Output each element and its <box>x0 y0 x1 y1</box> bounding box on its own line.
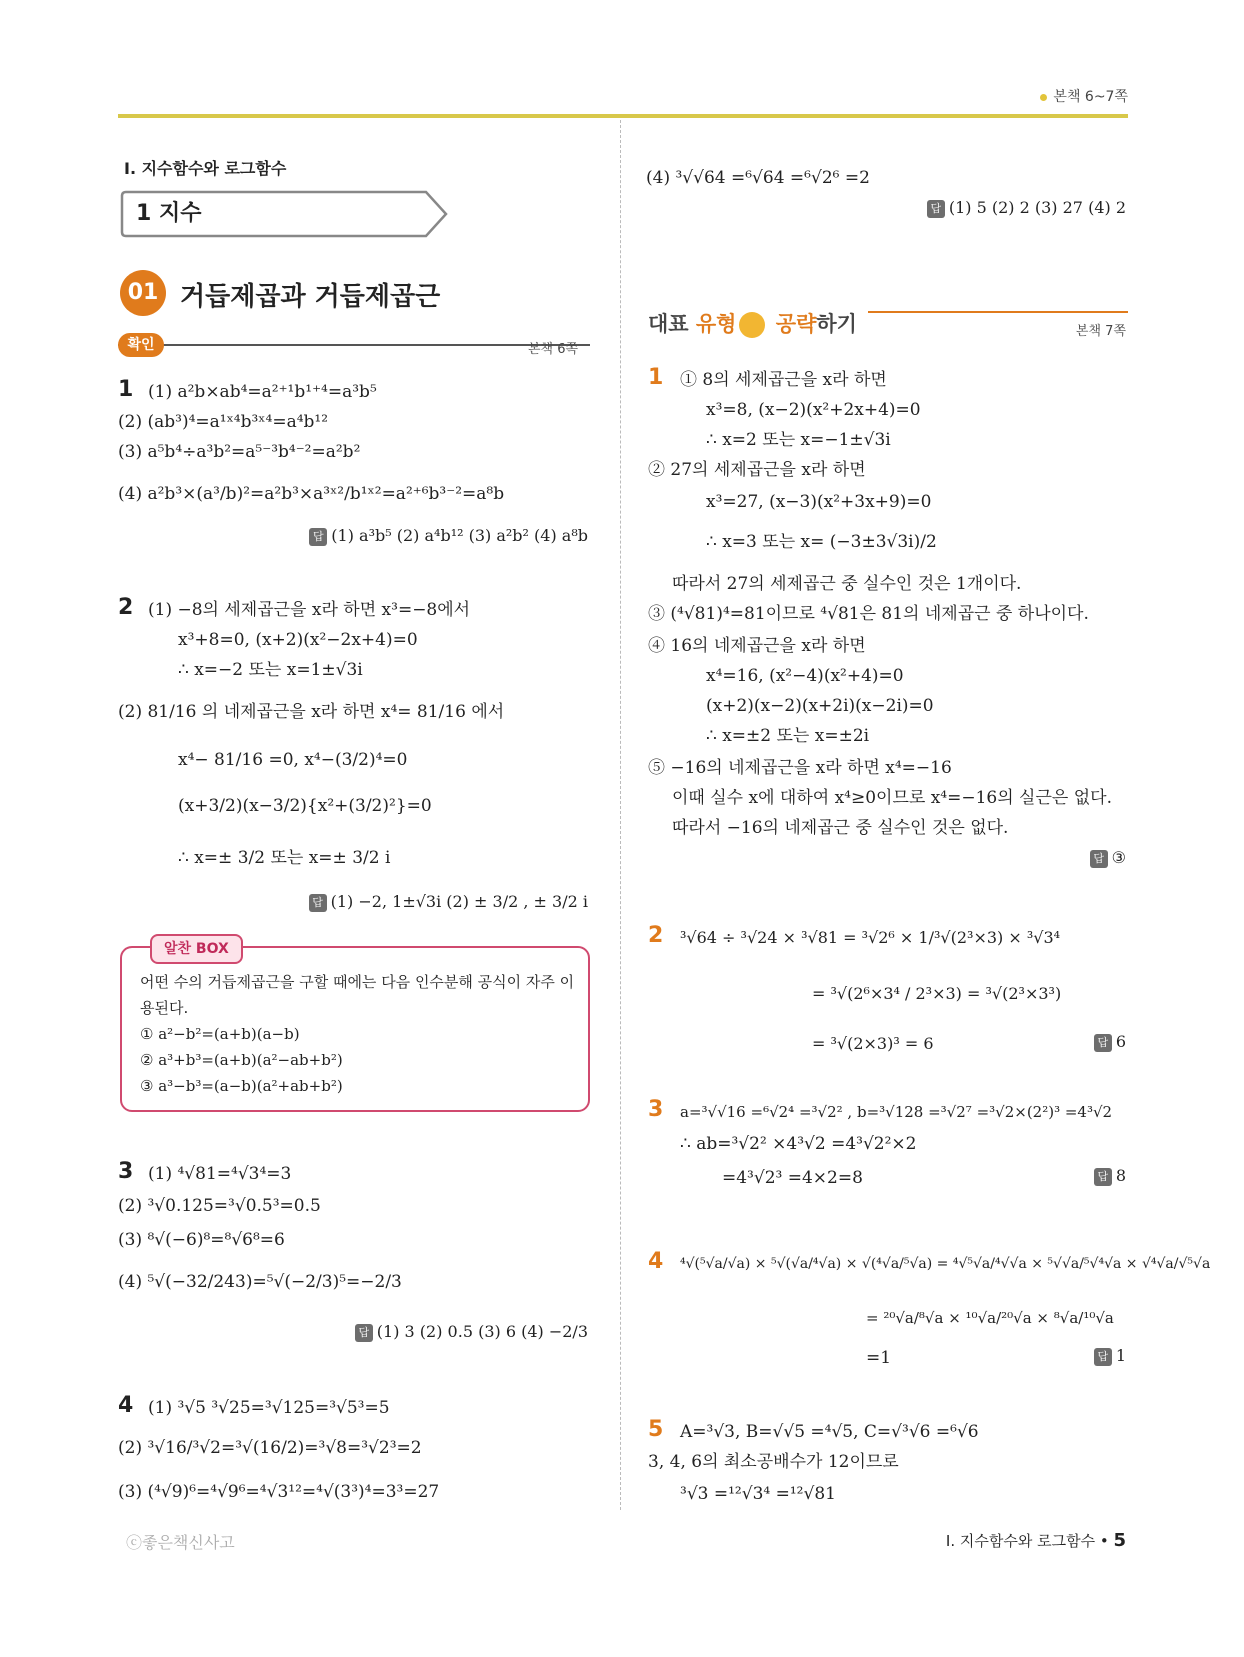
answer-badge-icon: 답 <box>1094 1034 1112 1052</box>
rq1-line: ④ 16의 네제곱근을 x라 하면 <box>648 636 866 656</box>
q1-line: (3) a⁵b⁴÷a³b²=a⁵⁻³b⁴⁻²=a²b² <box>118 442 361 462</box>
rq5-number: 5 <box>648 1417 664 1442</box>
rq1-line: ① 8의 세제곱근을 x라 하면 <box>680 370 887 390</box>
q2-line: (2) 81/16 의 네제곱근을 x라 하면 x⁴= 81/16 에서 <box>118 702 505 722</box>
q2-line: ∴ x=± 3/2 또는 x=± 3/2 i <box>178 848 391 868</box>
q3-line: (1) ⁴√81=⁴√3⁴=3 <box>148 1164 292 1184</box>
rq1-line: (x+2)(x−2)(x+2i)(x−2i)=0 <box>706 696 934 716</box>
q2-answer: 답 (1) −2, 1±√3i (2) ± 3/2 , ± 3/2 i <box>309 892 588 912</box>
answer-badge-icon: 답 <box>1090 850 1108 868</box>
rq4-line: = ²⁰√a/⁸√a × ¹⁰√a/²⁰√a × ⁸√a/¹⁰√a <box>866 1309 1114 1327</box>
rq1-number: 1 <box>648 365 664 390</box>
unit-title: 1 지수 <box>136 201 202 226</box>
section-title: 거듭제곱과 거듭제곱근 <box>180 282 441 312</box>
rq1-line: x³=27, (x−3)(x²+3x+9)=0 <box>706 492 932 512</box>
q2-line: (x+3/2)(x−3/2){x²+(3/2)²}=0 <box>178 796 432 816</box>
publisher-copyright: ⓒ좋은책신사고 <box>126 1533 235 1552</box>
rq1-line: ∴ x=±2 또는 x=±2i <box>706 726 870 746</box>
rq2-line: ³√64 ÷ ³√24 × ³√81 = ³√2⁶ × 1/³√(2³×3) × ³√3⁴ <box>680 928 1061 947</box>
rq4-answer: 답 1 <box>1094 1346 1126 1366</box>
rq1-line: ∴ x=2 또는 x=−1±√3i <box>706 430 891 450</box>
target-icon <box>739 312 765 338</box>
rq2-line: = ³√(2⁶×3⁴ / 2³×3) = ³√(2³×3³) <box>812 984 1062 1003</box>
q4-line: (3) (⁴√9)⁶=⁴√9⁶=⁴√3¹²=⁴√(3³)⁴=3³=27 <box>118 1482 440 1502</box>
rq5-line: ³√3 =¹²√3⁴ =¹²√81 <box>680 1484 836 1504</box>
rq1-line: x³=8, (x−2)(x²+2x+4)=0 <box>706 400 921 420</box>
prev-q4-line: (4) ³√√64 =⁶√64 =⁶√2⁶ =2 <box>646 168 870 188</box>
rq1-line: ∴ x=3 또는 x= (−3±3√3i)/2 <box>706 532 937 552</box>
answer-badge-icon: 답 <box>1094 1168 1112 1186</box>
rq1-answer: 답 ③ <box>1090 848 1126 868</box>
practice-section-title: 대표 유형 공략하기 <box>648 312 857 336</box>
rq2-number: 2 <box>648 923 664 948</box>
check-rule <box>118 344 590 346</box>
rq1-line: 따라서 −16의 네제곱근 중 실수인 것은 없다. <box>672 818 1009 838</box>
rq3-number: 3 <box>648 1097 664 1122</box>
question-4: 4 <box>118 1393 134 1418</box>
check-page-ref: 본책 6쪽 <box>528 342 579 357</box>
rq4-number: 4 <box>648 1249 664 1274</box>
header-rule <box>118 114 1128 118</box>
check-badge: 확인 <box>118 333 164 357</box>
rq3-line: =4³√2³ =4×2=8 <box>722 1168 863 1188</box>
q3-line: (4) ⁵√(−32/243)=⁵√(−2/3)⁵=−2/3 <box>118 1272 402 1292</box>
q3-line: (2) ³√0.125=³√0.5³=0.5 <box>118 1196 321 1216</box>
prev-answer: 답 (1) 5 (2) 2 (3) 27 (4) 2 <box>927 198 1126 218</box>
q2-line: x⁴− 81/16 =0, x⁴−(3/2)⁴=0 <box>178 750 408 770</box>
rq5-line: A=³√3, B=√√5 =⁴√5, C=√³√6 =⁶√6 <box>680 1422 979 1442</box>
rq1-line: x⁴=16, (x²−4)(x²+4)=0 <box>706 666 904 686</box>
q1-answer: 답 (1) a³b⁵ (2) a⁴b¹² (3) a²b² (4) a⁸b <box>309 526 588 546</box>
tip-box-tag: 알찬 BOX <box>150 934 243 964</box>
page-reference: 본책 6~7쪽 <box>1040 86 1128 106</box>
rq1-line: 이때 실수 x에 대하여 x⁴≥0이므로 x⁴=−16의 실근은 없다. <box>672 788 1112 808</box>
question-3: 3 <box>118 1159 134 1184</box>
rq3-line: ∴ ab=³√2² ×4³√2 =4³√2²×2 <box>680 1134 917 1154</box>
q4-line: (1) ³√5 ³√25=³√125=³√5³=5 <box>148 1398 390 1418</box>
tip-formula: ② a³+b³=(a+b)(a²−ab+b²) <box>140 1051 343 1069</box>
rq2-answer: 답 6 <box>1094 1032 1126 1052</box>
rq3-answer: 답 8 <box>1094 1166 1126 1186</box>
column-separator <box>620 120 621 1510</box>
practice-rule <box>868 311 1128 313</box>
tip-formula: ① a²−b²=(a+b)(a−b) <box>140 1025 300 1043</box>
question-2: 2 <box>118 595 134 620</box>
practice-page-ref: 본책 7쪽 <box>1075 324 1126 339</box>
q3-line: (3) ⁸√(−6)⁸=⁸√6⁸=6 <box>118 1230 285 1250</box>
answer-badge-icon: 답 <box>927 200 945 218</box>
q1-line: (1) a²b×ab⁴=a²⁺¹b¹⁺⁴=a³b⁵ <box>148 382 377 402</box>
rq3-line: a=³√√16 =⁶√2⁴ =³√2² , b=³√128 =³√2⁷ =³√2×(2²)³ =4³√2 <box>680 1103 1113 1121</box>
question-1: 1 <box>118 377 134 402</box>
rq4-line: ⁴√(⁵√a/√a) × ⁵√(√a/⁴√a) × √(⁴√a/⁵√a) = ⁴√⁵√a/⁴√√a × ⁵√√a/⁵√⁴√a × √⁴√a/√⁵√a <box>680 1256 1211 1272</box>
q1-line: (4) a²b³×(a³/b)²=a²b³×a³ˣ²/b¹ˣ²=a²⁺⁶b³⁻²=a⁸b <box>118 484 505 504</box>
q4-line: (2) ³√16/³√2=³√(16/2)=³√8=³√2³=2 <box>118 1438 422 1458</box>
answer-badge-icon: 답 <box>355 1324 373 1342</box>
rq5-line: 3, 4, 6의 최소공배수가 12이므로 <box>648 1452 899 1472</box>
rq1-line: ⑤ −16의 네제곱근을 x라 하면 x⁴=−16 <box>648 758 952 778</box>
rq2-line: = ³√(2×3)³ = 6 <box>812 1034 934 1053</box>
rq1-line: ③ (⁴√81)⁴=81이므로 ⁴√81은 81의 네제곱근 중 하나이다. <box>648 604 1089 624</box>
rq1-line: 따라서 27의 세제곱근 중 실수인 것은 1개이다. <box>672 574 1022 594</box>
section-number: 01 <box>120 270 166 316</box>
rq4-line: =1 <box>866 1348 892 1368</box>
rq1-line: ② 27의 세제곱근을 x라 하면 <box>648 460 866 480</box>
q2-line: x³+8=0, (x+2)(x²−2x+4)=0 <box>178 630 418 650</box>
tip-text: 용된다. <box>140 999 189 1017</box>
chapter-title: I. 지수함수와 로그함수 <box>124 159 287 178</box>
q3-answer: 답 (1) 3 (2) 0.5 (3) 6 (4) −2/3 <box>355 1322 588 1342</box>
bullet-icon <box>1040 94 1047 101</box>
answer-badge-icon: 답 <box>309 894 327 912</box>
q2-line: (1) −8의 세제곱근을 x라 하면 x³=−8에서 <box>148 600 471 620</box>
tip-formula: ③ a³−b³=(a−b)(a²+ab+b²) <box>140 1077 343 1095</box>
answer-badge-icon: 답 <box>309 528 327 546</box>
answer-badge-icon: 답 <box>1094 1348 1112 1366</box>
tip-text: 어떤 수의 거듭제곱근을 구할 때에는 다음 인수분해 공식이 자주 이 <box>140 973 575 991</box>
q1-line: (2) (ab³)⁴=a¹ˣ⁴b³ˣ⁴=a⁴b¹² <box>118 412 329 432</box>
footer-chapter: I. 지수함수와 로그함수 • 5 <box>945 1530 1126 1551</box>
q2-line: ∴ x=−2 또는 x=1±√3i <box>178 660 363 680</box>
page-number: 5 <box>1113 1530 1126 1551</box>
